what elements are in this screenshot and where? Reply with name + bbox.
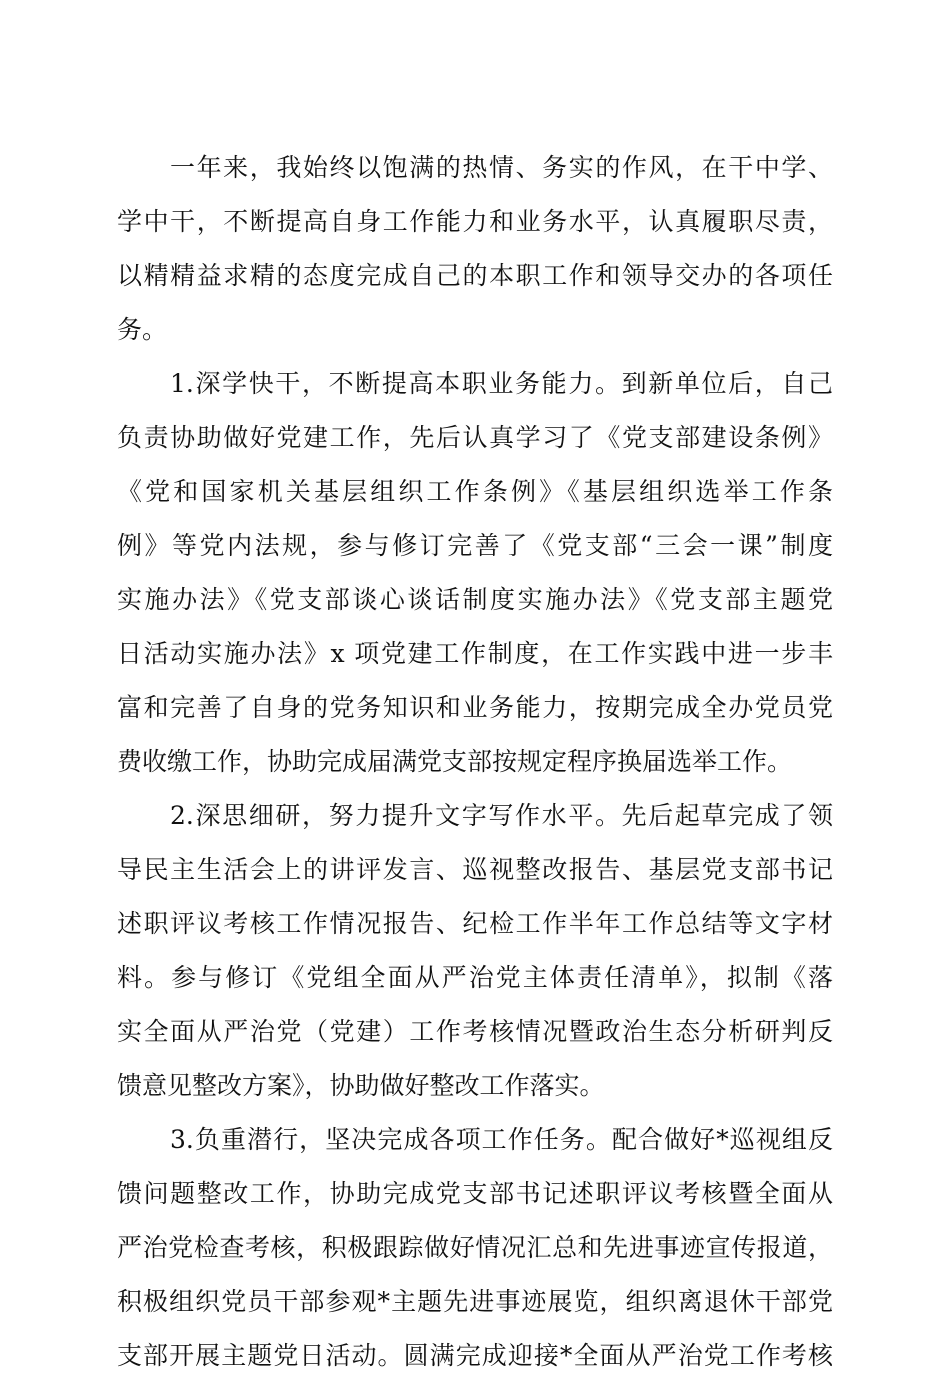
text-line: 一年来，我始终以饱满的热情、务实的作风，在干中学、 bbox=[170, 153, 833, 182]
text-line: 例》等党内法规，参与修订完善了《党支部“三会一课”制度 bbox=[117, 531, 833, 560]
paragraph-item-1 bbox=[117, 357, 833, 789]
text-line: 富和完善了自身的党务知识和业务能力，按期完成全办党员党 bbox=[117, 693, 833, 722]
text-line: 3.负重潜行，坚决完成各项工作任务。配合做好*巡视组反 bbox=[170, 1125, 833, 1154]
text-line: 严治党检查考核，积极跟踪做好情况汇总和先进事迹宣传报道， bbox=[117, 1233, 833, 1262]
text-line: 2.深思细研，努力提升文字写作水平。先后起草完成了领 bbox=[170, 801, 833, 830]
text-line: 积极组织党员干部参观*主题先进事迹展览，组织离退休干部党 bbox=[117, 1287, 833, 1316]
paragraph-item-3 bbox=[117, 1113, 833, 1383]
text-line: 馈意见整改方案》，协助做好整改工作落实。 bbox=[117, 1071, 605, 1100]
text-line: 实施办法》《党支部谈心谈话制度实施办法》《党支部主题党 bbox=[117, 585, 833, 614]
paragraph-intro bbox=[117, 141, 833, 357]
text-line: 馈问题整改工作，协助完成党支部书记述职评议考核暨全面从 bbox=[117, 1179, 833, 1208]
text-line: 实全面从严治党（党建）工作考核情况暨政治生态分析研判反 bbox=[117, 1017, 833, 1046]
text-line: 负责协助做好党建工作，先后认真学习了《党支部建设条例》 bbox=[117, 423, 833, 452]
text-line: 学中干，不断提高自身工作能力和业务水平，认真履职尽责， bbox=[117, 207, 833, 236]
text-line: 支部开展主题党日活动。圆满完成迎接*全面从严治党工作考核 bbox=[117, 1341, 833, 1370]
text-line: 日活动实施办法》x 项党建工作制度，在工作实践中进一步丰 bbox=[117, 639, 833, 668]
text-line: 1.深学快干，不断提高本职业务能力。到新单位后，自己 bbox=[170, 369, 833, 398]
text-line: 料。参与修订《党组全面从严治党主体责任清单》，拟制《落 bbox=[117, 963, 833, 992]
text-line: 导民主生活会上的讲评发言、巡视整改报告、基层党支部书记 bbox=[117, 855, 833, 884]
text-line: 务。 bbox=[117, 315, 168, 344]
text-line: 述职评议考核工作情况报告、纪检工作半年工作总结等文字材 bbox=[117, 909, 833, 938]
text-line: 《党和国家机关基层组织工作条例》《基层组织选举工作条 bbox=[117, 477, 833, 506]
text-line: 以精精益求精的态度完成自己的本职工作和领导交办的各项任 bbox=[117, 261, 833, 290]
paragraph-item-2 bbox=[117, 789, 833, 1113]
document-body bbox=[117, 141, 833, 1383]
text-line: 费收缴工作，协助完成届满党支部按规定程序换届选举工作。 bbox=[117, 747, 793, 776]
